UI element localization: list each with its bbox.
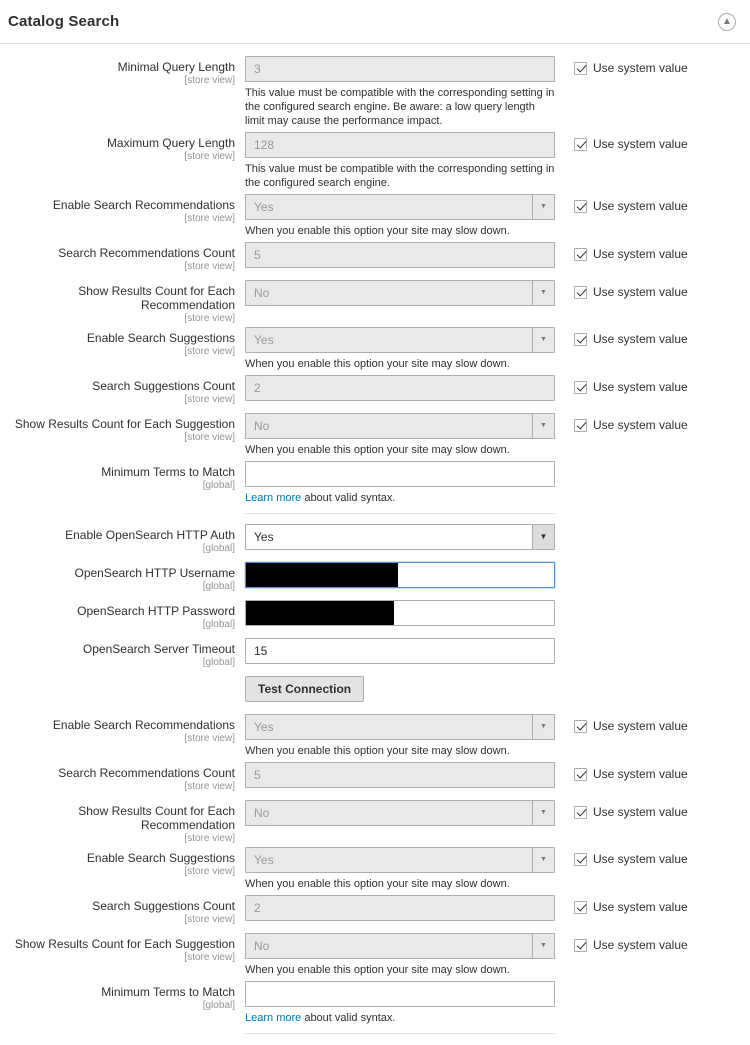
page-title: Catalog Search <box>8 13 120 30</box>
use-system-value-label: Use system value <box>593 199 688 213</box>
field-row-minimum-terms-to-match <box>0 979 750 1042</box>
use-system-value-checkbox-show-results-count-for-each-suggestion[interactable] <box>574 418 740 432</box>
chevron-down-icon: ▼ <box>532 281 554 305</box>
label-text: Enable Search Suggestions <box>86 851 235 865</box>
learn-more-link[interactable]: Learn more <box>245 1012 302 1024</box>
field-control-search-suggestions-count <box>245 893 560 931</box>
label-text: Show Results Count for Each Recommendation <box>78 804 235 832</box>
use-system-value-checkbox-search-suggestions-count[interactable] <box>574 900 740 914</box>
label-text: Show Results Count for Each Suggestion <box>14 937 235 951</box>
use-system-value-label: Use system value <box>593 767 688 781</box>
label-scope: [global] <box>202 1000 235 1011</box>
label-scope: [store view] <box>184 866 235 877</box>
use-system-value-cell <box>560 325 740 346</box>
select-show-results-count-for-each-recommendation <box>245 800 555 826</box>
field-row-maximum-query-length <box>0 130 750 192</box>
select-value: Yes <box>254 200 274 214</box>
label-text: Minimum Terms to Match <box>101 465 235 479</box>
input-search-suggestions-count <box>245 375 555 401</box>
field-label-show-results-count-for-each-suggestion <box>0 411 245 444</box>
use-system-value-checkbox-show-results-count-for-each-suggestion[interactable] <box>574 938 740 952</box>
field-note: When you enable this option your site may slow down. <box>245 745 510 757</box>
select-value: No <box>254 286 270 300</box>
chevron-down-icon: ▼ <box>532 934 554 958</box>
label-text: Enable OpenSearch HTTP Auth <box>65 528 235 542</box>
label-scope: [store view] <box>184 261 235 272</box>
checkbox-icon[interactable] <box>574 720 587 733</box>
label-scope: [global] <box>202 480 235 491</box>
spacer <box>245 702 560 712</box>
label-text: Enable Search Suggestions <box>86 331 235 345</box>
learn-more-link[interactable]: Learn more <box>245 492 302 504</box>
field-label-show-results-count-for-each-recommendation <box>0 278 245 325</box>
field-label-enable-search-recommendations <box>0 712 245 745</box>
input-search-recommendations-count <box>245 242 555 268</box>
field-control-search-suggestions-count <box>245 373 560 411</box>
use-system-value-cell <box>560 459 740 466</box>
field-row-search-recommendations-count <box>0 240 750 278</box>
input-minimum-terms-to-match[interactable] <box>245 461 555 487</box>
use-system-value-label: Use system value <box>593 938 688 952</box>
label-text: Search Suggestions Count <box>92 379 235 393</box>
checkbox-icon[interactable] <box>574 200 587 213</box>
field-control-show-results-count-for-each-suggestion <box>245 411 560 459</box>
use-system-value-checkbox-enable-search-suggestions[interactable] <box>574 332 740 346</box>
use-system-value-label: Use system value <box>593 418 688 432</box>
field-row-enable-opensearch-http-auth <box>0 522 750 560</box>
use-system-value-label: Use system value <box>593 285 688 299</box>
label-scope: [store view] <box>184 432 235 443</box>
field-control-maximum-query-length <box>245 130 560 192</box>
checkbox-icon[interactable] <box>574 138 587 151</box>
field-note-text: about valid syntax. <box>301 1012 396 1024</box>
use-system-value-label: Use system value <box>593 61 688 75</box>
use-system-value-label: Use system value <box>593 332 688 346</box>
label-text: Search Recommendations Count <box>58 766 235 780</box>
use-system-value-cell <box>560 522 740 529</box>
label-scope: [store view] <box>184 733 235 744</box>
field-label-opensearch-http-username <box>0 560 245 593</box>
use-system-value-label: Use system value <box>593 805 688 819</box>
chevron-down-icon: ▼ <box>532 715 554 739</box>
field-label-maximum-query-length <box>0 130 245 163</box>
checkbox-icon[interactable] <box>574 939 587 952</box>
use-system-value-cell <box>560 845 740 866</box>
field-control-test-connection <box>245 674 560 712</box>
divider <box>245 513 555 514</box>
use-system-value-label: Use system value <box>593 137 688 151</box>
label-text: Enable Search Recommendations <box>52 198 235 212</box>
spacer <box>245 826 560 836</box>
field-label-show-results-count-for-each-recommendation <box>0 798 245 845</box>
chevron-down-icon: ▼ <box>532 801 554 825</box>
field-control-opensearch-server-timeout <box>245 636 560 674</box>
use-system-value-cell <box>560 636 740 643</box>
use-system-value-checkbox-enable-search-recommendations[interactable] <box>574 719 740 733</box>
select-value: Yes <box>254 333 274 347</box>
field-row-minimal-query-length <box>0 54 750 130</box>
use-system-value-cell <box>560 192 740 213</box>
input-minimum-terms-to-match[interactable] <box>245 981 555 1007</box>
input-opensearch-server-timeout[interactable] <box>245 638 555 664</box>
field-label-opensearch-server-timeout <box>0 636 245 669</box>
field-control-minimum-terms-to-match <box>245 979 560 1042</box>
use-system-value-cell <box>560 931 740 952</box>
field-label-enable-search-suggestions <box>0 325 245 358</box>
label-scope: [global] <box>202 581 235 592</box>
checkbox-icon[interactable] <box>574 419 587 432</box>
use-system-value-label: Use system value <box>593 380 688 394</box>
checkbox-icon[interactable] <box>574 768 587 781</box>
select-value: No <box>254 939 270 953</box>
use-system-value-cell <box>560 979 740 986</box>
label-text: Minimal Query Length <box>117 60 235 74</box>
use-system-value-checkbox-search-recommendations-count[interactable] <box>574 767 740 781</box>
field-control-enable-search-recommendations <box>245 192 560 240</box>
select-value: Yes <box>254 720 274 734</box>
use-system-value-checkbox-enable-search-recommendations[interactable] <box>574 199 740 213</box>
use-system-value-cell <box>560 560 740 567</box>
test-connection-button[interactable]: Test Connection <box>245 676 364 702</box>
field-row-enable-search-suggestions <box>0 325 750 373</box>
spacer <box>245 268 560 278</box>
section-header <box>0 0 750 44</box>
field-control-minimal-query-length <box>245 54 560 130</box>
checkbox-icon[interactable] <box>574 381 587 394</box>
field-row-minimum-terms-to-match <box>0 459 750 522</box>
field-note-text: about valid syntax. <box>301 492 396 504</box>
field-control-opensearch-http-password <box>245 598 560 636</box>
use-system-value-label: Use system value <box>593 852 688 866</box>
label-scope: [global] <box>202 657 235 668</box>
select-value: No <box>254 419 270 433</box>
use-system-value-checkbox-show-results-count-for-each-recommendation[interactable] <box>574 805 740 819</box>
input-minimal-query-length <box>245 56 555 82</box>
label-scope: [store view] <box>184 346 235 357</box>
field-row-search-suggestions-count <box>0 893 750 931</box>
field-control-search-recommendations-count <box>245 240 560 278</box>
spacer <box>245 550 560 560</box>
field-row-show-results-count-for-each-recommendation <box>0 798 750 845</box>
spacer <box>245 306 560 316</box>
use-system-value-cell <box>560 798 740 819</box>
spacer <box>245 626 560 636</box>
use-system-value-label: Use system value <box>593 719 688 733</box>
field-note: When you enable this option your site may slow down. <box>245 878 510 890</box>
masked-input-wrapper <box>245 562 555 588</box>
input-search-recommendations-count <box>245 762 555 788</box>
field-row-test-connection <box>0 674 750 712</box>
use-system-value-checkbox-maximum-query-length[interactable] <box>574 137 740 151</box>
field-label-opensearch-http-password <box>0 598 245 631</box>
spacer <box>245 788 560 798</box>
label-scope: [store view] <box>184 781 235 792</box>
field-control-enable-search-suggestions <box>245 325 560 373</box>
use-system-value-cell <box>560 598 740 605</box>
label-scope: [store view] <box>184 833 235 844</box>
redaction-overlay <box>246 601 394 625</box>
spacer <box>245 588 560 598</box>
use-system-value-label: Use system value <box>593 247 688 261</box>
field-label-search-recommendations-count <box>0 760 245 793</box>
select-enable-search-suggestions <box>245 327 555 353</box>
label-scope: [store view] <box>184 394 235 405</box>
use-system-value-cell <box>560 760 740 781</box>
label-text: OpenSearch HTTP Password <box>77 604 235 618</box>
field-control-enable-opensearch-http-auth <box>245 522 560 560</box>
label-text: Enable Search Recommendations <box>52 718 235 732</box>
field-row-show-results-count-for-each-suggestion <box>0 411 750 459</box>
field-note <box>245 1011 557 1025</box>
use-system-value-cell <box>560 130 740 151</box>
field-note <box>245 491 557 505</box>
redaction-overlay <box>246 563 398 587</box>
label-text: Show Results Count for Each Recommendation <box>78 284 235 312</box>
checkbox-icon[interactable] <box>574 248 587 261</box>
use-system-value-cell <box>560 674 740 681</box>
checkbox-icon[interactable] <box>574 333 587 346</box>
label-text: OpenSearch Server Timeout <box>82 642 235 656</box>
label-text: Search Suggestions Count <box>92 899 235 913</box>
field-control-show-results-count-for-each-recommendation <box>245 278 560 316</box>
select-value: Yes <box>254 853 274 867</box>
field-control-minimum-terms-to-match <box>245 459 560 522</box>
field-label-enable-opensearch-http-auth <box>0 522 245 555</box>
field-label-search-suggestions-count <box>0 373 245 406</box>
label-text: Search Recommendations Count <box>58 246 235 260</box>
field-control-search-recommendations-count <box>245 760 560 798</box>
label-scope: [store view] <box>184 151 235 162</box>
chevron-down-icon: ▼ <box>532 195 554 219</box>
divider <box>245 1033 555 1034</box>
label-scope: [store view] <box>184 313 235 324</box>
field-label-enable-search-suggestions <box>0 845 245 878</box>
label-scope: [global] <box>202 543 235 554</box>
field-control-enable-search-recommendations <box>245 712 560 760</box>
spacer <box>245 664 560 674</box>
field-label-show-results-count-for-each-suggestion <box>0 931 245 964</box>
chevron-down-icon: ▼ <box>532 414 554 438</box>
use-system-value-cell <box>560 712 740 733</box>
checkbox-icon[interactable] <box>574 286 587 299</box>
use-system-value-checkbox-search-recommendations-count[interactable] <box>574 247 740 261</box>
field-label-enable-search-recommendations <box>0 192 245 225</box>
field-label-minimal-query-length <box>0 54 245 87</box>
use-system-value-cell <box>560 278 740 299</box>
field-row-enable-search-suggestions <box>0 845 750 893</box>
checkbox-icon[interactable] <box>574 62 587 75</box>
spacer <box>245 921 560 931</box>
use-system-value-cell <box>560 411 740 432</box>
field-row-search-suggestions-count <box>0 373 750 411</box>
field-label-search-suggestions-count <box>0 893 245 926</box>
chevron-down-icon: ▼ <box>532 848 554 872</box>
field-label-test-connection <box>0 674 245 680</box>
label-text: OpenSearch HTTP Username <box>74 566 235 580</box>
field-control-opensearch-http-username <box>245 560 560 598</box>
use-system-value-checkbox-minimal-query-length[interactable] <box>574 61 740 75</box>
chevron-down-icon: ▼ <box>532 328 554 352</box>
use-system-value-label: Use system value <box>593 900 688 914</box>
masked-input-wrapper <box>245 600 555 626</box>
chevron-down-icon[interactable]: ▼ <box>532 525 554 549</box>
field-note: This value must be compatible with the corresponding setting in the configured search engine. <box>245 163 555 189</box>
input-maximum-query-length <box>245 132 555 158</box>
field-note: This value must be compatible with the corresponding setting in the configured search engine. Be aware: a low query length limit may cause the performance impact. <box>245 87 555 127</box>
use-system-value-checkbox-search-suggestions-count[interactable] <box>574 380 740 394</box>
use-system-value-checkbox-show-results-count-for-each-recommendation[interactable] <box>574 285 740 299</box>
field-row-opensearch-server-timeout <box>0 636 750 674</box>
checkbox-icon[interactable] <box>574 853 587 866</box>
label-scope: [store view] <box>184 952 235 963</box>
field-row-opensearch-http-password <box>0 598 750 636</box>
select-enable-search-recommendations <box>245 714 555 740</box>
checkbox-icon[interactable] <box>574 806 587 819</box>
select-enable-search-suggestions <box>245 847 555 873</box>
checkbox-icon[interactable] <box>574 901 587 914</box>
select-show-results-count-for-each-recommendation <box>245 280 555 306</box>
select-value: No <box>254 806 270 820</box>
field-row-enable-search-recommendations <box>0 712 750 760</box>
field-label-minimum-terms-to-match <box>0 979 245 1012</box>
label-text: Maximum Query Length <box>106 136 235 150</box>
label-scope: [store view] <box>184 213 235 224</box>
use-system-value-cell <box>560 373 740 394</box>
use-system-value-cell <box>560 240 740 261</box>
spacer <box>245 401 560 411</box>
field-row-show-results-count-for-each-suggestion <box>0 931 750 979</box>
field-label-minimum-terms-to-match <box>0 459 245 492</box>
use-system-value-cell <box>560 893 740 914</box>
field-note: When you enable this option your site may slow down. <box>245 358 510 370</box>
select-show-results-count-for-each-suggestion <box>245 933 555 959</box>
use-system-value-checkbox-enable-search-suggestions[interactable] <box>574 852 740 866</box>
field-row-search-recommendations-count <box>0 760 750 798</box>
field-control-enable-search-suggestions <box>245 845 560 893</box>
field-label-search-recommendations-count <box>0 240 245 273</box>
label-scope: [store view] <box>184 914 235 925</box>
use-system-value-cell <box>560 54 740 75</box>
field-note: When you enable this option your site may slow down. <box>245 225 510 237</box>
input-search-suggestions-count <box>245 895 555 921</box>
field-note: When you enable this option your site may slow down. <box>245 444 510 456</box>
settings-field-list <box>0 44 750 1042</box>
field-row-enable-search-recommendations <box>0 192 750 240</box>
label-text: Show Results Count for Each Suggestion <box>14 417 235 431</box>
field-row-opensearch-http-username <box>0 560 750 598</box>
label-scope: [store view] <box>184 75 235 86</box>
select-value: Yes <box>254 530 274 544</box>
field-row-show-results-count-for-each-recommendation <box>0 278 750 325</box>
field-control-show-results-count-for-each-recommendation <box>245 798 560 836</box>
select-show-results-count-for-each-suggestion <box>245 413 555 439</box>
select-enable-opensearch-http-auth[interactable] <box>245 524 555 550</box>
field-note: When you enable this option your site may slow down. <box>245 964 510 976</box>
label-text: Minimum Terms to Match <box>101 985 235 999</box>
select-enable-search-recommendations <box>245 194 555 220</box>
label-scope: [global] <box>202 619 235 630</box>
field-control-show-results-count-for-each-suggestion <box>245 931 560 979</box>
chevron-up-icon[interactable]: ▲ <box>718 13 736 31</box>
